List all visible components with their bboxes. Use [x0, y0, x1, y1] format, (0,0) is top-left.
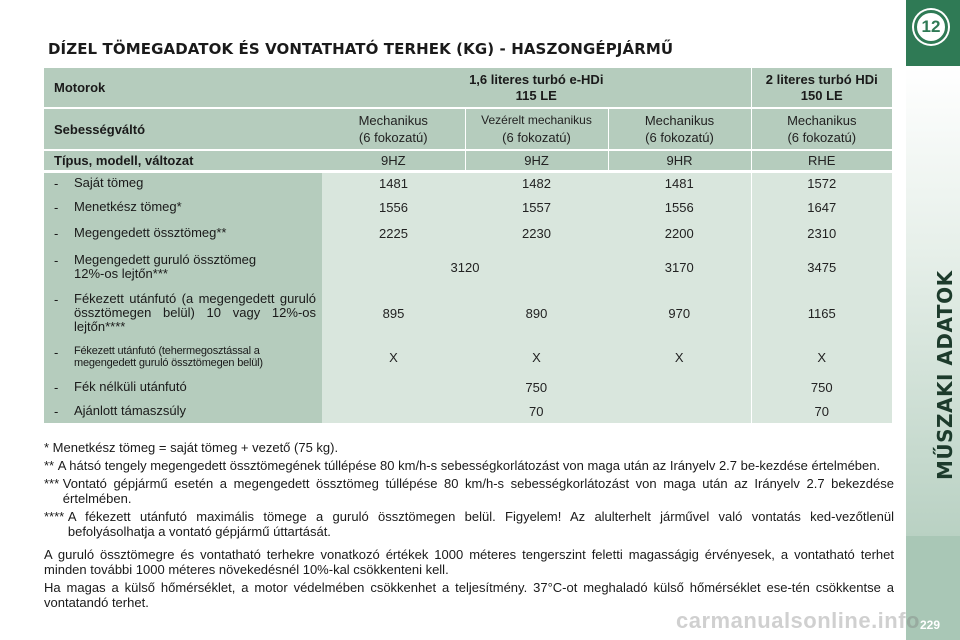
- cell-value: 895: [322, 287, 465, 339]
- gearbox-gears: (6 fokozatú): [645, 130, 714, 145]
- cell-value: X: [608, 339, 751, 375]
- row-label: - Fék nélküli utánfutó: [44, 375, 322, 399]
- cell-value: 2230: [465, 219, 608, 247]
- info-paragraph: Ha magas a külső hőmérséklet, a motor védelmében csökkenhet a teljesítmény. 37°C-ot meghaladó külső hőmérséklet ese-tén csökkentse a vontatandó terhet.: [44, 580, 894, 610]
- engine-20-power: 150 LE: [800, 87, 843, 103]
- cell-value: 3475: [751, 247, 892, 287]
- table-row: [44, 399, 892, 423]
- chapter-title: MŰSZAKI ADATOK: [933, 270, 957, 480]
- cell-value: 2310: [751, 219, 892, 247]
- type-label: Típus, modell, változat: [44, 150, 322, 171]
- engine-16-name: 1,6 literes turbó e-HDi: [469, 71, 604, 87]
- row-label: - Menetkész tömeg*: [44, 195, 322, 219]
- chapter-sidebar: [906, 0, 960, 640]
- footnote: [44, 458, 894, 473]
- gearbox-label: Sebességváltó: [44, 108, 322, 150]
- cell-value: 3170: [608, 247, 751, 287]
- table-row: [44, 219, 892, 247]
- engine-16-header: [322, 68, 751, 108]
- footnote: [44, 476, 894, 506]
- table-row: [44, 339, 892, 375]
- type-value: RHE: [751, 150, 892, 171]
- gearbox-gears: (6 fokozatú): [358, 130, 428, 145]
- gearbox-gears: (6 fokozatú): [502, 130, 571, 145]
- weights-table: [44, 68, 892, 423]
- cell-value: 1557: [465, 195, 608, 219]
- gearbox-cell: [322, 108, 465, 150]
- row-label: - Saját tömeg: [44, 171, 322, 195]
- cell-value: X: [751, 339, 892, 375]
- row-label: - Megengedett össztömeg**: [44, 219, 322, 247]
- engine-20-name: 2 literes turbó HDi: [765, 71, 878, 87]
- table-row: [44, 195, 892, 219]
- gearbox-cell: [465, 108, 608, 150]
- cell-value: 2225: [322, 219, 465, 247]
- cell-value: 2200: [608, 219, 751, 247]
- gearbox-gears: (6 fokozatú): [787, 130, 857, 145]
- cell-value: 1481: [608, 171, 751, 195]
- cell-value: 890: [465, 287, 608, 339]
- cell-value-merged: 3120: [322, 247, 608, 287]
- footnote: [44, 440, 894, 455]
- gearbox-type: Mechanikus: [358, 113, 428, 128]
- cell-value: 1572: [751, 171, 892, 195]
- row-label: - Fékezett utánfutó (a megengedett guruló össztömegen belül) 10 vagy 12%-os lejtőn****: [44, 287, 322, 339]
- cell-value: 1481: [322, 171, 465, 195]
- page-number: 229: [920, 618, 941, 632]
- row-label: - Ajánlott támaszsúly: [44, 399, 322, 423]
- gearbox-row: [44, 108, 892, 150]
- cell-value: 970: [608, 287, 751, 339]
- engine-label: Motorok: [44, 68, 322, 108]
- engine-20-header: [751, 68, 892, 108]
- cell-value: 1556: [608, 195, 751, 219]
- footnote-mark: **: [44, 458, 58, 473]
- footnote: [44, 509, 894, 539]
- footnote-text: Vontató gépjármű esetén a megengedett össztömeg túllépése 80 km/h-s sebességkorlátozást von maga után az Irányelv 2.7 bekezdése értelmében.: [62, 476, 894, 506]
- info-paragraph: A guruló össztömegre és vontatható terhekre vonatkozó értékek 1000 méteres tengerszint feletti magasságig érvényesek, a vontatható terhet minden további 1000 méteres növekedésnél 10%-kal csökkenteni kell.: [44, 547, 894, 577]
- cell-value: 1556: [322, 195, 465, 219]
- gearbox-type: Mechanikus: [644, 113, 715, 128]
- table-row: [44, 375, 892, 399]
- footnote-mark: *: [44, 440, 53, 455]
- cell-value-merged: 70: [322, 399, 751, 423]
- type-value: 9HZ: [465, 150, 608, 171]
- cell-value-merged: 750: [322, 375, 751, 399]
- cell-value: X: [465, 339, 608, 375]
- row-label: - Fékezett utánfutó (tehermegosztással a megengedett guruló össztömegen belül): [44, 339, 322, 375]
- engine-16-power: 115 LE: [515, 87, 557, 103]
- table-row: [44, 287, 892, 339]
- gearbox-cell: [751, 108, 892, 150]
- row-label: - Megengedett guruló össztömeg 12%-os lejtőn***: [44, 247, 322, 287]
- footnote-text: Menetkész tömeg = saját tömeg + vezető (75 kg).: [52, 440, 339, 455]
- page-title: DÍZEL TÖMEGADATOK ÉS VONTATHATÓ TERHEK (KG) - HASZONGÉPJÁRMŰ: [48, 40, 674, 58]
- type-value: 9HR: [608, 150, 751, 171]
- cell-value: 1165: [751, 287, 892, 339]
- cell-value: 1647: [751, 195, 892, 219]
- footnotes: [44, 440, 894, 610]
- footnote-text: A fékezett utánfutó maximális tömege a guruló össztömegen belül. Figyelem! Az alulterhelt járművel való vontatás ked-vezőtlenül befolyásolhatja a vontató gépjármű úttartását.: [67, 509, 894, 539]
- table-row: [44, 171, 892, 195]
- footnote-mark: ****: [44, 509, 68, 524]
- type-row: [44, 150, 892, 171]
- type-value: 9HZ: [322, 150, 465, 171]
- gearbox-type: Mechanikus: [787, 113, 857, 128]
- table-row: [44, 247, 892, 287]
- gearbox-type: Vezérelt mechanikus: [481, 113, 592, 127]
- footnote-text: A hátsó tengely megengedett össztömegének túllépése 80 km/h-s sebességkorlátozást von maga után az Irányelv 2.7 be-kezdése értelmében.: [57, 458, 881, 473]
- gearbox-cell: [608, 108, 751, 150]
- chapter-tab: [906, 0, 960, 66]
- watermark: carmanualsonline.info: [676, 608, 920, 633]
- cell-value: X: [322, 339, 465, 375]
- cell-value: 1482: [465, 171, 608, 195]
- engine-row: [44, 68, 892, 108]
- cell-value: 750: [751, 375, 892, 399]
- chapter-number-badge: 12: [914, 10, 948, 44]
- footnote-mark: ***: [44, 476, 63, 491]
- cell-value: 70: [751, 399, 892, 423]
